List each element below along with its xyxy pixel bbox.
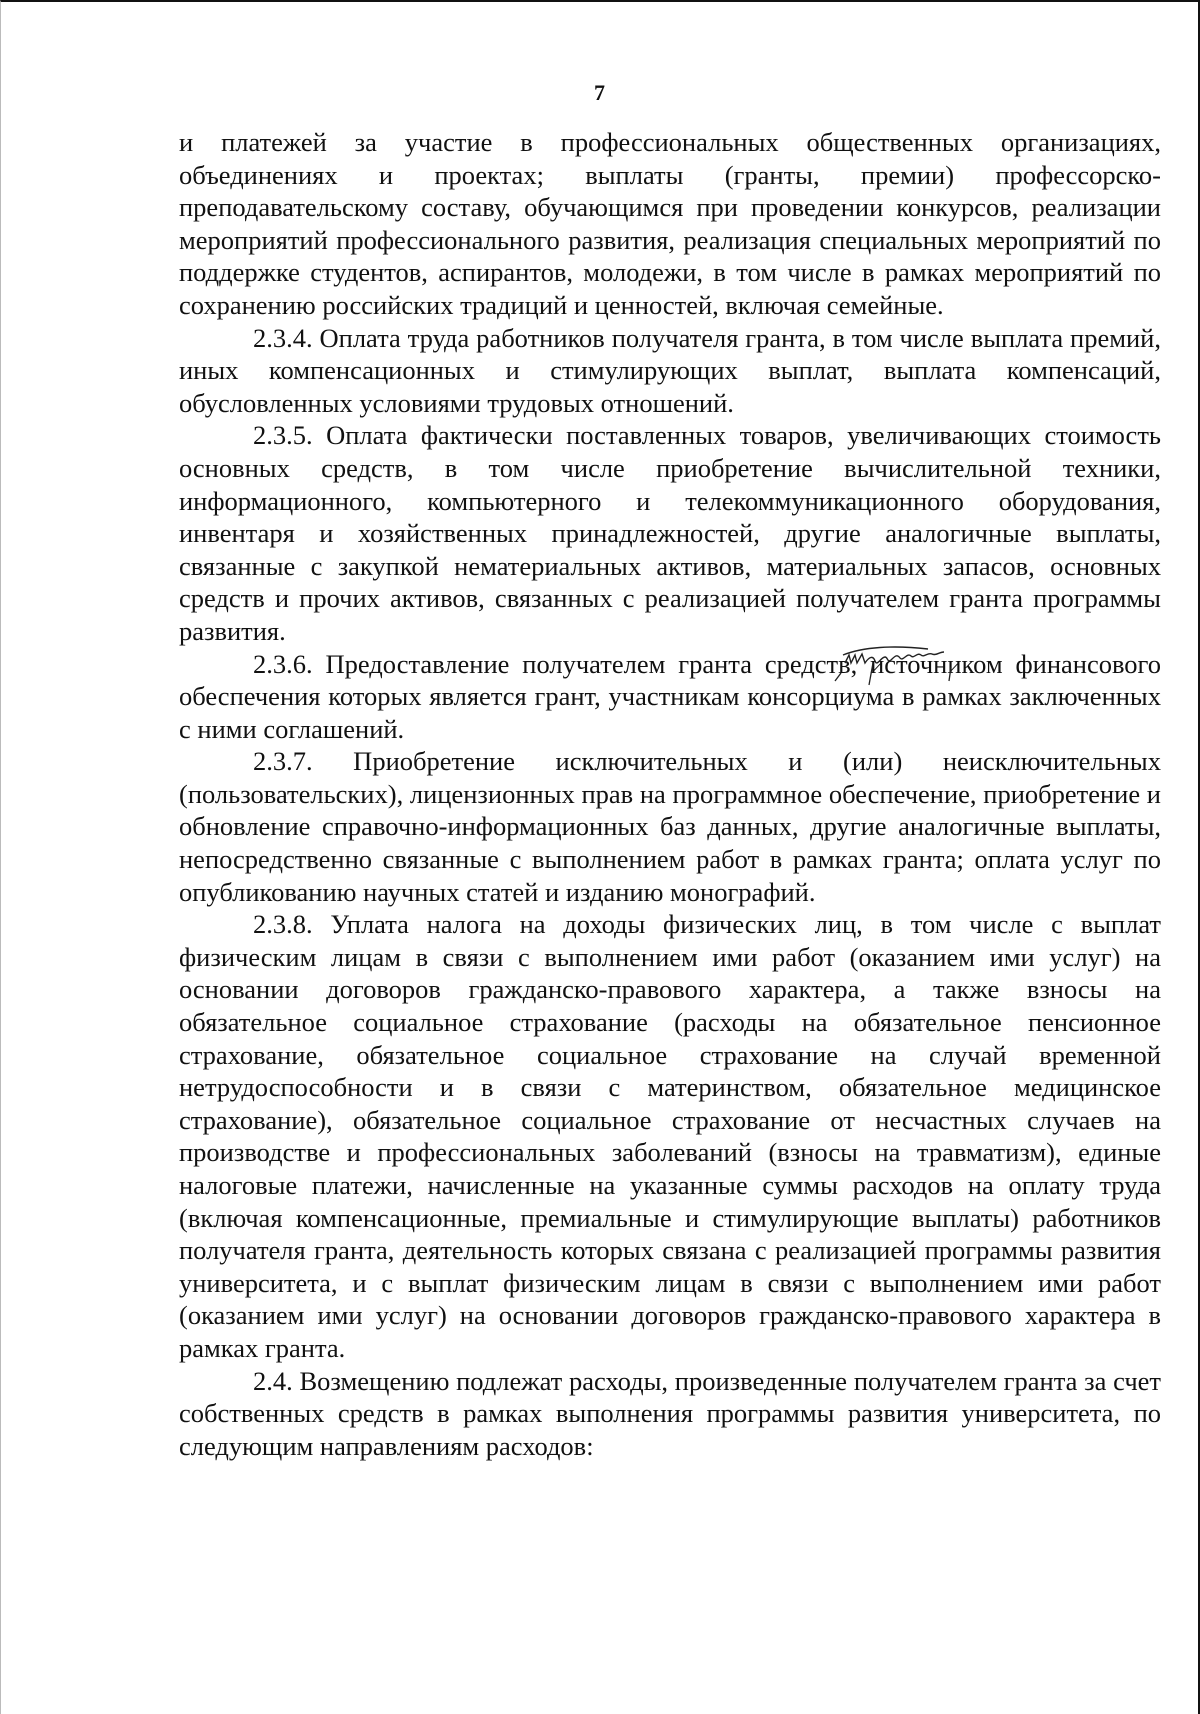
paragraph-2-3-5: 2.3.5. Оплата фактически поставленных товаров, увеличивающих стоимость основных средств, в том числе приобретение вычислительной техники, информационного, компьютерного и телекоммуникационного оборудования, инвентаря и хозяйственных принадлежностей, другие аналогичные выплаты, связанные с закупкой нематериальных активов, материальных запасов, основных средств и прочих активов, связанных с реализацией получателем гранта программы развития. — [179, 420, 1161, 646]
paragraph-2-3-8: 2.3.8. Уплата налога на доходы физических лиц, в том числе с выплат физическим лицам в связи с выполнением ими работ (оказанием ими услуг) на основании договоров гражданско-правового характера, а также взносы на обязательное социальное страхование (расходы на обязательное пенсионное страхование, обязательное социальное страхование на случай временной нетрудоспособности и в связи с материнством, обязательное медицинское страхование), обязательное социальное страхование от несчастных случаев на производстве и профессиональных заболеваний (взносы на травматизм), единые налоговые платежи, начисленные на указанные суммы расходов на оплату труда (включая компенсационные, премиальные и стимулирующие выплаты) работников получателя гранта, деятельность которых связана с реализацией программы развития университета, и с выплат физическим лицам в связи с выполнением ими работ (оказанием ими услуг) на основании договоров гражданско-правового характера в рамках гранта. — [179, 909, 1161, 1363]
paragraph-continuation: и платежей за участие в профессиональных общественных организациях, объединениях и проектах; выплаты (гранты, премии) профессорско-преподавательскому составу, обучающимся при проведении конкурсов, реализации мероприятий профессионального развития, реализация специальных мероприятий по поддержке студентов, аспирантов, молодежи, в том числе в рамках мероприятий по сохранению российских традиций и ценностей, включая семейные. — [179, 127, 1161, 320]
document-body — [179, 126, 1161, 1462]
handwritten-correction — [833, 637, 993, 693]
paragraph-2-3-6: 2.3.6. Предоставление получателем гранта средств, источником финансового обеспечения которых является грант, участникам консорциума в рамках заключенных с ними соглашений. — [179, 648, 1161, 744]
paragraph-2-4: 2.4. Возмещению подлежат расходы, произведенные получателем гранта за счет собственных средств в рамках выполнения программы развития университета, по следующим направлениям расходов: — [179, 1365, 1161, 1461]
paragraph-2-3-4: 2.3.4. Оплата труда работников получателя гранта, в том числе выплата премий, иных компенсационных и стимулирующих выплат, выплата компенсаций, обусловленных условиями трудовых отношений. — [179, 322, 1161, 418]
paragraph-2-3-7: 2.3.7. Приобретение исключительных и (или) неисключительных (пользовательских), лицензионных прав на программное обеспечение, приобретение и обновление справочно-информационных баз данных, другие аналогичные выплаты, непосредственно связанные с выполнением работ в рамках гранта; оплата услуг по опубликованию научных статей и изданию монографий. — [179, 746, 1161, 907]
page-number: 7 — [594, 80, 605, 105]
